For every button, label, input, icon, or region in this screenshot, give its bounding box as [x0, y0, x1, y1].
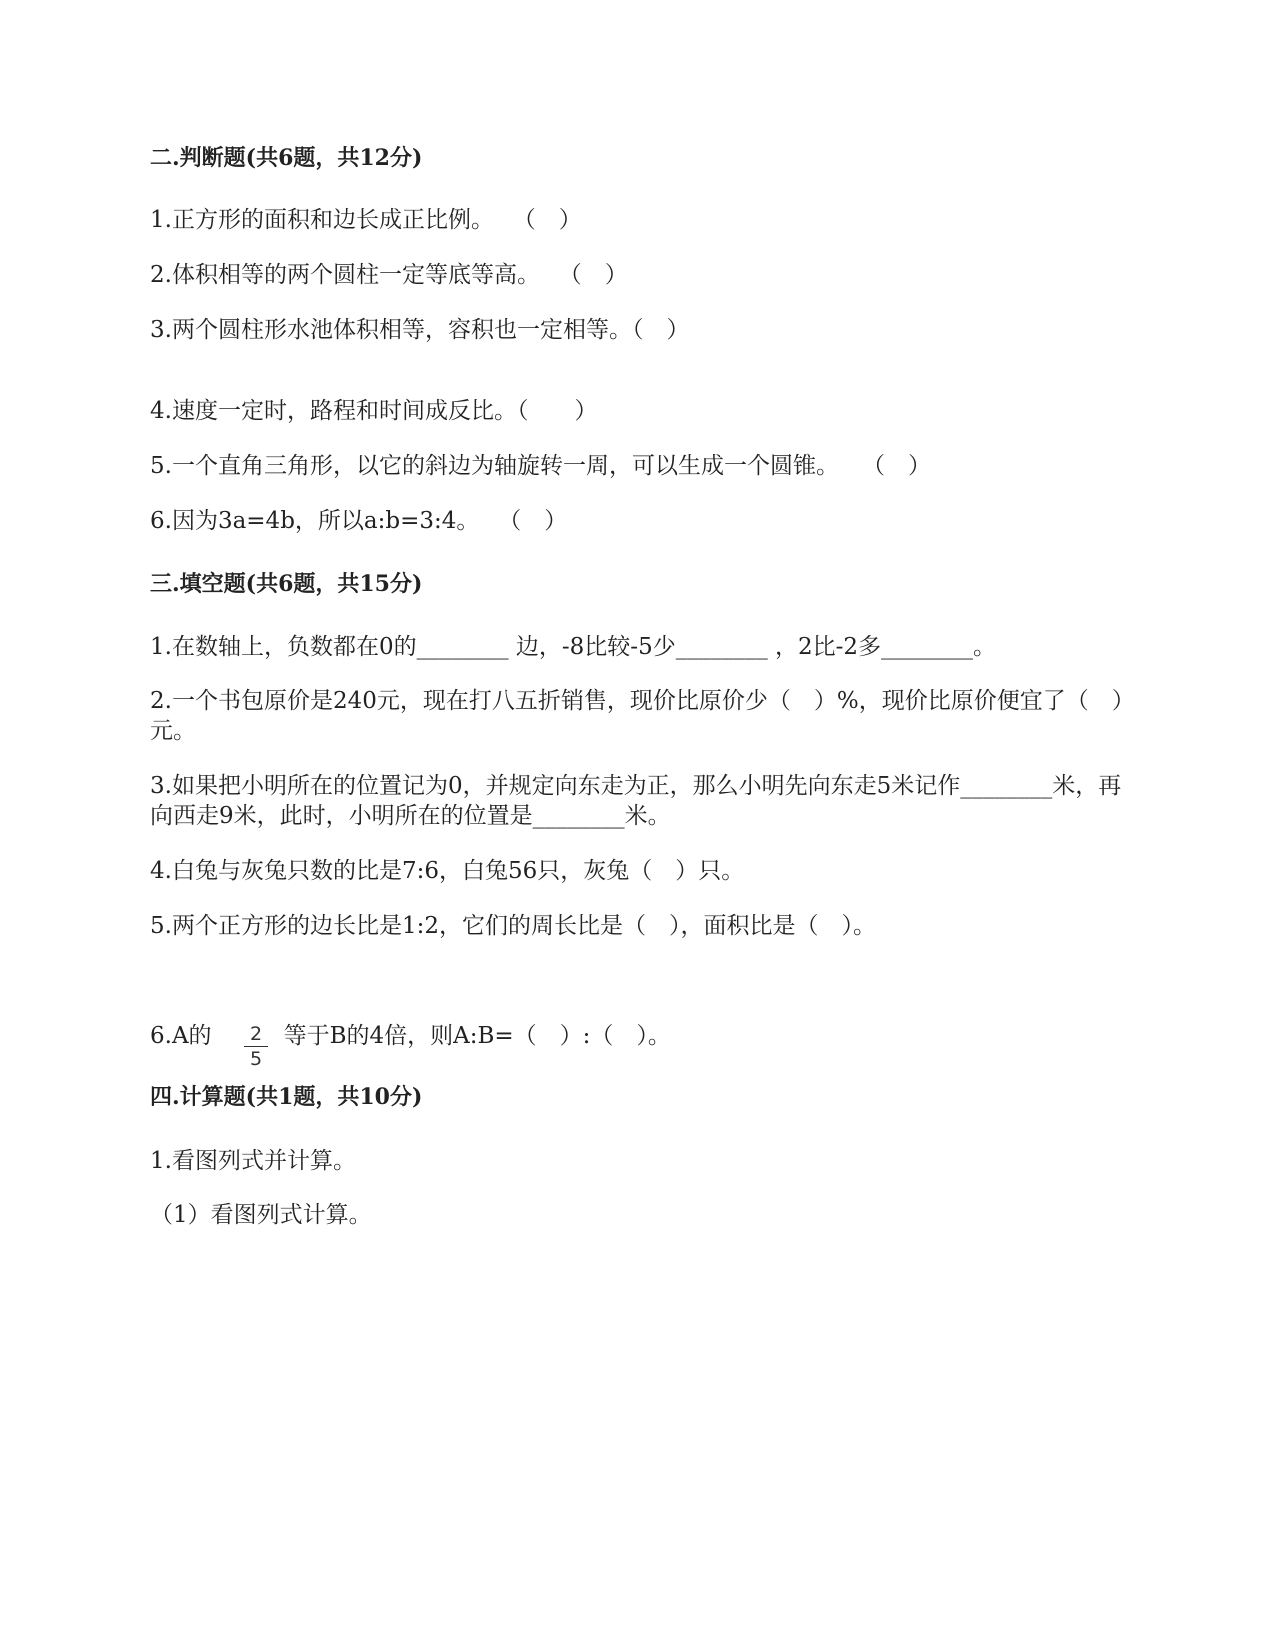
section-2-heading: 二.判断题(共6题，共12分) — [150, 145, 423, 171]
fill-question-6-suffix: 等于B的4倍，则A:B=（ ）:（ ）。 — [283, 1023, 671, 1049]
fill-question-6-prefix: 6.A的 — [150, 1023, 212, 1049]
calc-sub-question-1: （1）看图列式计算。 — [150, 1202, 372, 1228]
calc-question-1: 1.看图列式并计算。 — [150, 1148, 356, 1174]
section-3-heading: 三.填空题(共6题，共15分) — [150, 571, 423, 597]
fill-question-6 — [150, 1021, 671, 1051]
fill-question-3: 3.如果把小明所在的位置记为0，并规定向东走为正，那么小明先向东走5米记作________米，再向西走9米，此时，小明所在的位置是________米。 — [150, 773, 1122, 829]
judge-question-3: 3.两个圆柱形水池体积相等，容积也一定相等。（ ） — [150, 317, 690, 343]
fraction-denominator: 5 — [249, 1048, 263, 1070]
fill-question-4: 4.白兔与灰兔只数的比是7:6，白兔56只，灰兔（ ）只。 — [150, 858, 745, 884]
fill-question-1: 1.在数轴上，负数都在0的________ 边，-8比较-5少________ ，2比-2多________。 — [150, 634, 997, 660]
judge-question-6: 6.因为3a=4b，所以a:b=3:4。 （ ） — [150, 508, 568, 534]
judge-question-2: 2.体积相等的两个圆柱一定等底等高。 （ ） — [150, 262, 628, 288]
fill-question-2: 2.一个书包原价是240元，现在打八五折销售，现价比原价少（ ）%，现价比原价便宜了（ ）元。 — [150, 688, 1124, 744]
judge-question-4: 4.速度一定时，路程和时间成反比。（ ） — [150, 398, 598, 424]
judge-question-5: 5.一个直角三角形，以它的斜边为轴旋转一周，可以生成一个圆锥。 （ ） — [150, 453, 931, 479]
fraction-numerator: 2 — [244, 1023, 268, 1047]
judge-question-1: 1.正方形的面积和边长成正比例。 （ ） — [150, 207, 582, 233]
fill-question-5: 5.两个正方形的边长比是1:2，它们的周长比是（ ），面积比是（ ）。 — [150, 913, 876, 939]
section-4-heading: 四.计算题(共1题，共10分) — [150, 1084, 423, 1110]
